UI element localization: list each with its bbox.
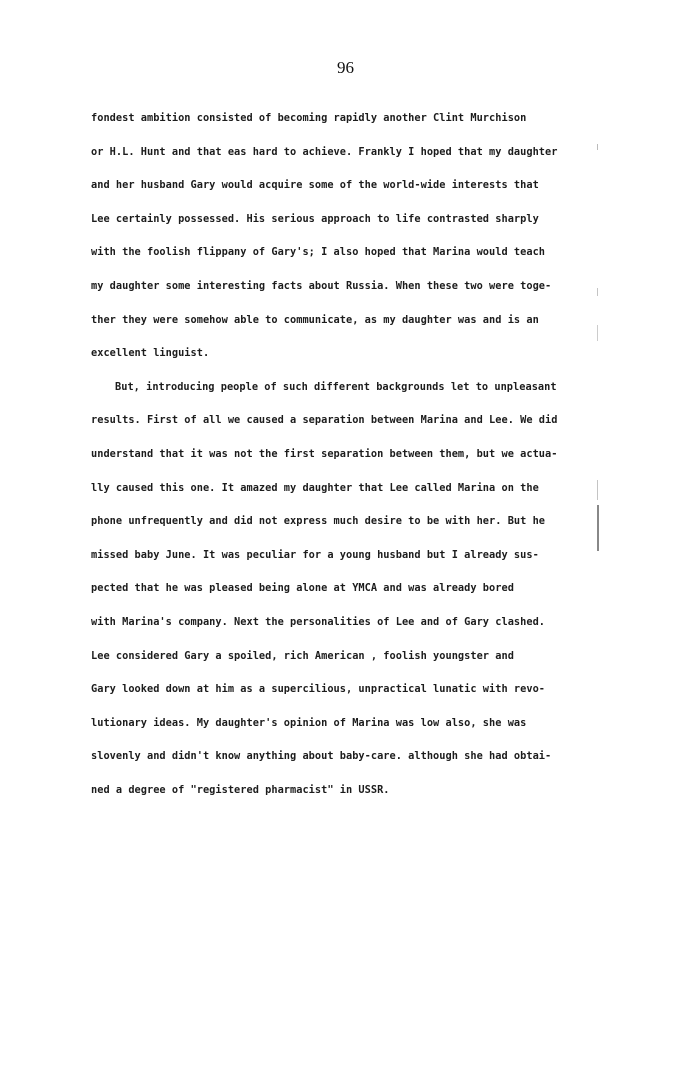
text-line: Lee certainly possessed. His serious approach to life contrasted sharply <box>91 212 539 225</box>
text-line: phone unfrequently and did not express much desire to be with her. But he <box>91 515 546 528</box>
text-line: results. First of all we caused a separation between Marina and Lee. We did <box>91 414 558 427</box>
text-line: my daughter some interesting facts about Russia. When these two were toge- <box>91 279 552 292</box>
text-line: with the foolish flippany of Gary's; I also hoped that Marina would teach <box>91 246 546 259</box>
text-line: or H.L. Hunt and that eas hard to achieve. Frankly I hoped that my daughter <box>91 145 558 158</box>
scan-mark <box>597 288 598 296</box>
scan-mark <box>597 325 598 341</box>
text-line: understand that it was not the first separation between them, but we actua- <box>91 447 558 460</box>
text-line: Gary looked down at him as a supercilious, unpractical lunatic with revo- <box>91 683 546 696</box>
text-line: pected that he was pleased being alone at YMCA and was already bored <box>91 582 514 595</box>
text-line: missed baby June. It was peculiar for a young husband but I already sus- <box>91 548 539 561</box>
text-line: fondest ambition consisted of becoming rapidly another Clint Murchison <box>91 112 527 124</box>
body-text <box>91 110 601 815</box>
scan-mark <box>597 144 598 150</box>
page-number: 96 <box>337 58 354 77</box>
scan-mark <box>597 505 599 551</box>
text-line: lly caused this one. It amazed my daughter that Lee called Marina on the <box>91 481 539 494</box>
text-line: lutionary ideas. My daughter's opinion of Marina was low also, she was <box>91 716 527 729</box>
text-line: But, introducing people of such different backgrounds let to unpleasant <box>115 380 557 393</box>
text-line: excellent linguist. <box>91 347 210 360</box>
text-line: with Marina's company. Next the personalities of Lee and of Gary clashed. <box>91 615 546 628</box>
text-line: ther they were somehow able to communicate, as my daughter was and is an <box>91 313 539 326</box>
scan-mark <box>597 480 598 500</box>
text-line: ned a degree of "registered pharmacist" in USSR. <box>91 783 390 796</box>
text-line: Lee considered Gary a spoiled, rich American , foolish youngster and <box>91 649 514 662</box>
text-line: and her husband Gary would acquire some of the world-wide interests that <box>91 179 539 192</box>
text-line: slovenly and didn't know anything about baby-care. although she had obtai- <box>91 750 552 763</box>
